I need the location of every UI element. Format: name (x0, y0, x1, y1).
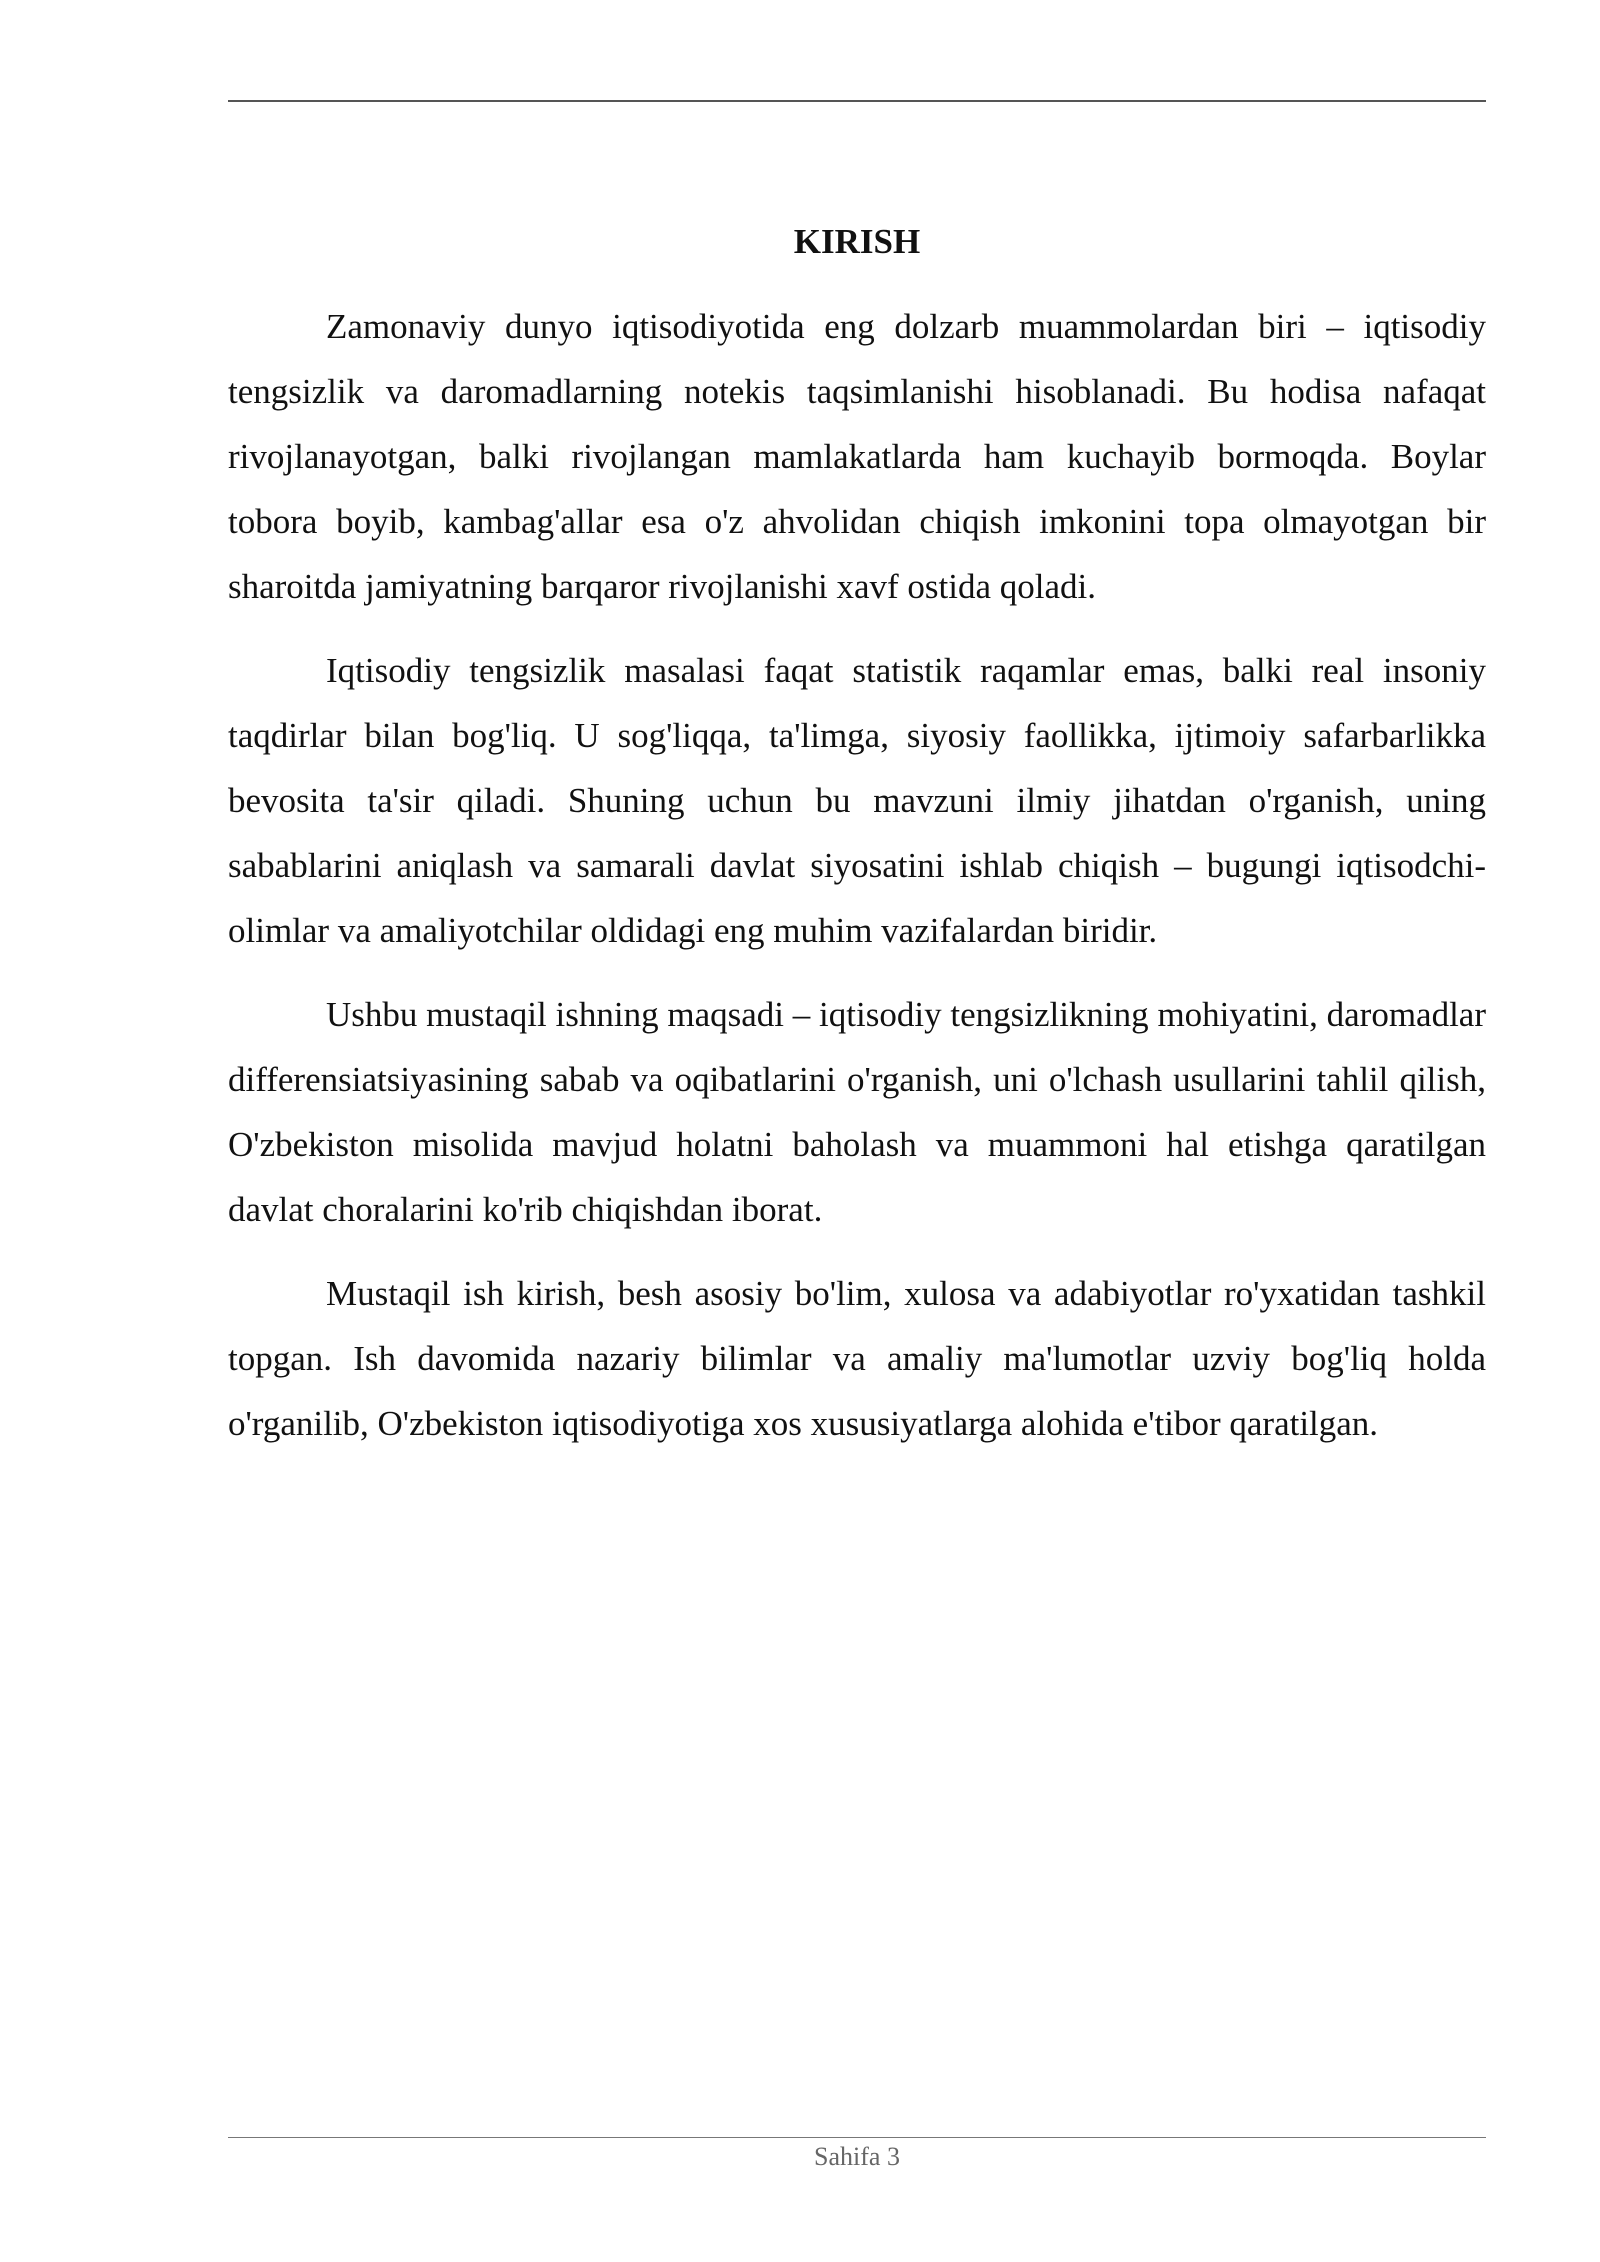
page-number: Sahifa 3 (814, 2142, 900, 2171)
header-divider (228, 100, 1486, 102)
paragraph-2: Iqtisodiy tengsizlik masalasi faqat statistik raqamlar emas, balki real insoniy taqdirlar bilan bog'liq. U sog'liqqa, ta'limga, siyosiy faollikka, ijtimoiy safarbarlikka bevosita ta'sir qiladi. Shuning uchun bu mavzuni ilmiy jihatdan o'rganish, uning sabablarini aniqlash va samarali davlat siyosatini ishlab chiqish – bugungi iqtisodchi-olimlar va amaliyotchilar oldidagi eng muhim vazifalardan biridir. (228, 651, 1486, 950)
section-heading: KIRISH (793, 222, 921, 261)
footer-divider (228, 2137, 1486, 2138)
page-content (228, 218, 1486, 1475)
paragraph-1: Zamonaviy dunyo iqtisodiyotida eng dolzarb muammolardan biri – iqtisodiy tengsizlik va daromadlarning notekis taqsimlanishi hisoblanadi. Bu hodisa nafaqat rivojlanayotgan, balki rivojlangan mamlakatlarda ham kuchayib bormoqda. Boylar tobora boyib, kambag'allar esa o'z ahvolidan chiqish imkonini topa olmayotgan bir sharoitda jamiyatning barqaror rivojlanishi xavf ostida qoladi. (228, 307, 1486, 606)
paragraph-3: Ushbu mustaqil ishning maqsadi – iqtisodiy tengsizlikning mohiyatini, daromadlar differensiatsiyasining sabab va oqibatlarini o'rganish, uni o'lchash usullarini tahlil qilish, O'zbekiston misolida mavjud holatni baholash va muammoni hal etishga qaratilgan davlat choralarini ko'rib chiqishdan iborat. (228, 995, 1486, 1229)
paragraph-4: Mustaqil ish kirish, besh asosiy bo'lim, xulosa va adabiyotlar ro'yxatidan tashkil topgan. Ish davomida nazariy bilimlar va amaliy ma'lumotlar uzviy bog'liq holda o'rganilib, O'zbekiston iqtisodiyotiga xos xususiyatlarga alohida e'tibor qaratilgan. (228, 1274, 1486, 1443)
